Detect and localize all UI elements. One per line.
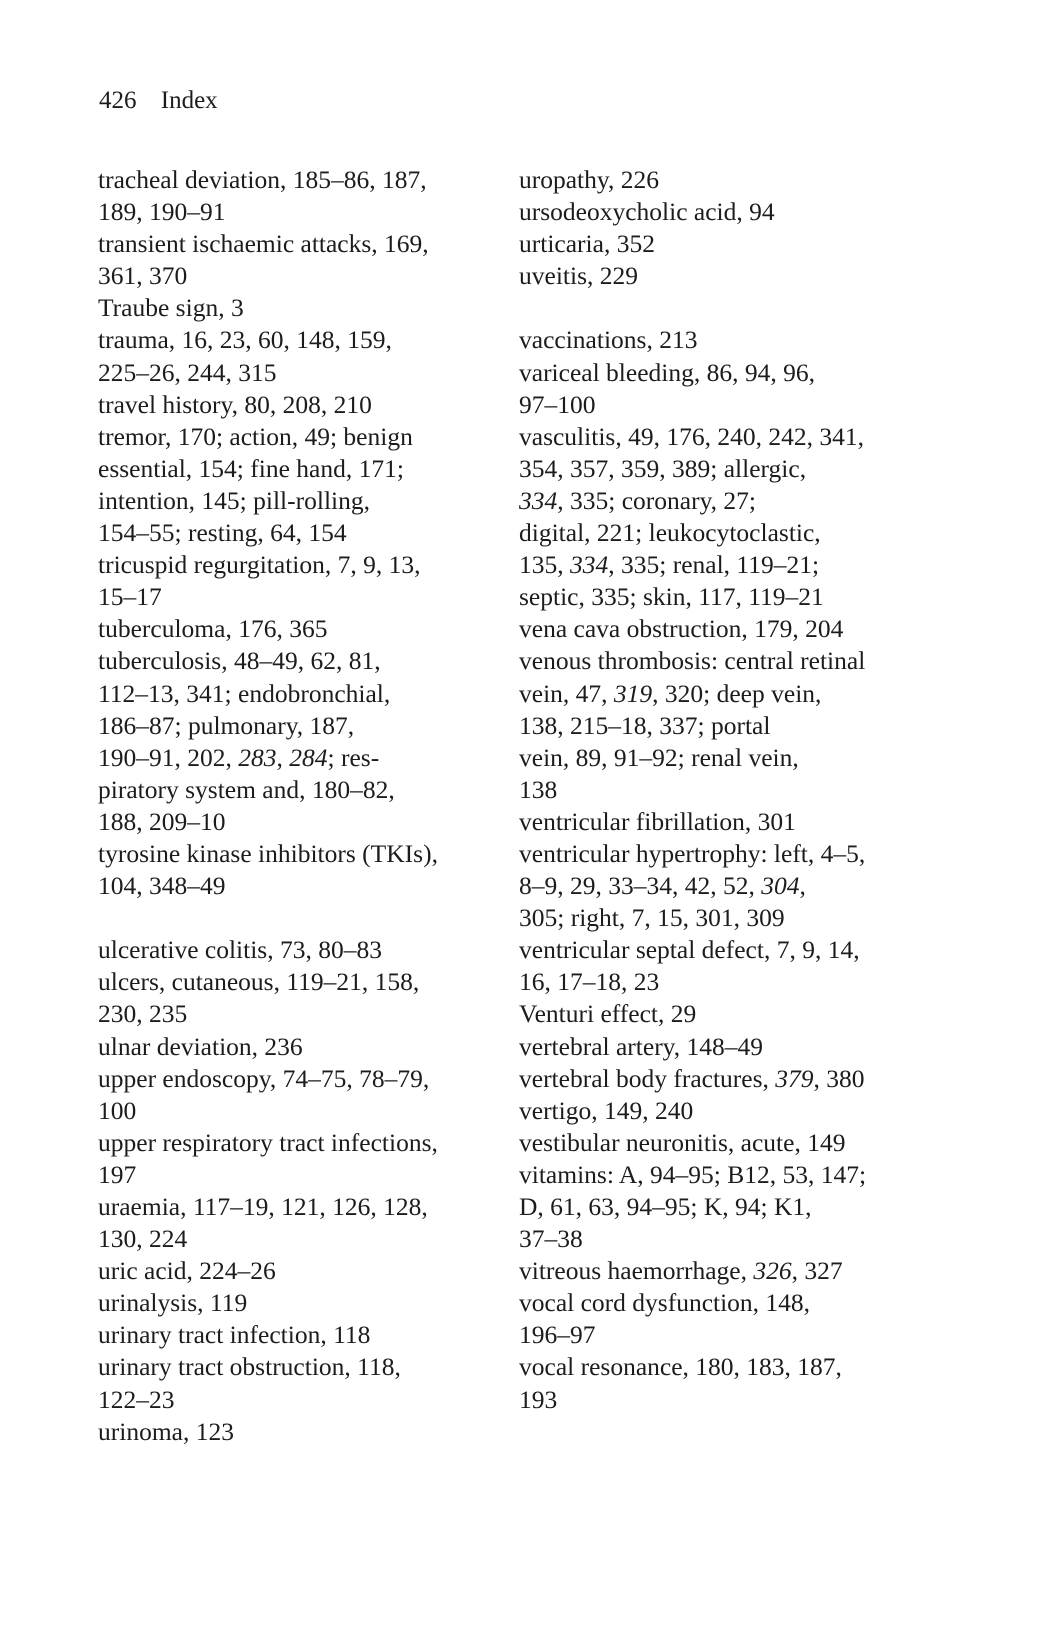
index-entry <box>98 1416 528 1448</box>
index-entry-continuation: D, 61, 63, 94–95; K, 94; K1, <box>519 1192 812 1221</box>
index-entry-continuation: 193 <box>519 1384 558 1414</box>
index-entry-continuation: 197 <box>98 1159 137 1189</box>
index-column-left <box>98 164 528 1448</box>
index-entry <box>98 838 528 902</box>
index-entry <box>98 549 528 613</box>
index-entry <box>519 1287 979 1351</box>
index-entry <box>98 1191 528 1255</box>
index-entry-heading: transient ischaemic attacks, 169, <box>98 229 429 259</box>
index-entry <box>519 228 979 260</box>
index-entry-heading: tremor, 170; action, 49; benign <box>98 421 413 451</box>
index-entry <box>519 1095 979 1127</box>
letter-section-gap <box>98 902 528 934</box>
index-entry-heading: uropathy, 226 <box>519 165 659 194</box>
index-entry-heading: ventricular fibrillation, 301 <box>519 806 796 836</box>
index-entry-continuation: 130, 224 <box>98 1224 188 1254</box>
index-entry-continuation: 196–97 <box>519 1320 596 1350</box>
index-entry-heading: ulnar deviation, 236 <box>98 1031 303 1061</box>
index-entry <box>519 1255 979 1287</box>
index-entry-continuation: 135, 334, 335; renal, 119–21; <box>519 550 820 580</box>
index-entry-heading: travel history, 80, 208, 210 <box>98 389 372 419</box>
index-entry-heading: Venturi effect, 29 <box>519 999 697 1029</box>
italic-page-reference: 304 <box>761 871 800 901</box>
index-entry-heading: tuberculoma, 176, 365 <box>98 614 328 644</box>
index-entry <box>519 1351 979 1415</box>
index-entry <box>98 421 528 549</box>
page-number: 426 <box>99 87 137 114</box>
italic-page-reference: 319 <box>613 678 653 708</box>
letter-section-gap <box>519 292 979 324</box>
index-entry <box>519 1063 979 1095</box>
index-entry-heading: variceal bleeding, 86, 94, 96, <box>519 357 815 387</box>
index-entry-continuation: digital, 221; leukocytoclastic, <box>519 518 821 548</box>
index-entry <box>519 1159 979 1255</box>
index-entry-heading: tricuspid regurgitation, 7, 9, 13, <box>98 550 421 580</box>
page-header <box>99 84 218 118</box>
index-entry <box>519 934 979 998</box>
index-entry-heading: upper endoscopy, 74–75, 78–79, <box>98 1063 430 1093</box>
running-title: Index <box>160 87 218 114</box>
index-entry-continuation: 361, 370 <box>98 261 188 291</box>
index-entry-heading: tracheal deviation, 185–86, 187, <box>98 165 427 194</box>
index-entry-heading: vocal resonance, 180, 183, 187, <box>519 1352 842 1382</box>
index-entry <box>98 1351 528 1415</box>
index-entry <box>98 1319 528 1351</box>
index-entry-heading: uric acid, 224–26 <box>98 1256 276 1286</box>
italic-page-reference: 326 <box>753 1256 792 1286</box>
index-entry-continuation: 104, 348–49 <box>98 871 226 901</box>
index-entry <box>98 324 528 388</box>
index-entry-heading: tuberculosis, 48–49, 62, 81, <box>98 646 381 676</box>
index-entry-heading: vena cava obstruction, 179, 204 <box>519 614 844 644</box>
index-entry-continuation: 122–23 <box>98 1384 175 1414</box>
index-entry-heading: urticaria, 352 <box>519 229 655 259</box>
index-entry-continuation: 305; right, 7, 15, 301, 309 <box>519 903 785 933</box>
index-entry-heading: Traube sign, 3 <box>98 293 244 323</box>
index-entry <box>98 1063 528 1127</box>
index-entry-continuation: 15–17 <box>98 582 162 612</box>
index-entry <box>519 838 979 934</box>
index-entry-continuation: 188, 209–10 <box>98 806 226 836</box>
index-entry <box>98 292 528 324</box>
index-entry-heading: vertebral body fractures, 379, 380 <box>519 1063 865 1093</box>
index-entry <box>519 164 979 196</box>
index-entry-continuation: 186–87; pulmonary, 187, <box>98 710 355 740</box>
index-entry-continuation: 97–100 <box>519 389 596 419</box>
index-entry-continuation: piratory system and, 180–82, <box>98 774 395 804</box>
index-entry-heading: vertebral artery, 148–49 <box>519 1031 764 1061</box>
index-entry <box>98 1255 528 1287</box>
index-entry <box>519 324 979 356</box>
index-entry-continuation: 154–55; resting, 64, 154 <box>98 518 347 548</box>
italic-page-reference: 284 <box>289 742 328 772</box>
index-column-right <box>519 164 979 1416</box>
index-entry <box>98 389 528 421</box>
index-entry-heading: vitamins: A, 94–95; B12, 53, 147; <box>519 1159 867 1189</box>
index-entry <box>98 645 528 838</box>
index-entry-heading: ventricular hypertrophy: left, 4–5, <box>519 838 866 868</box>
italic-page-reference: 379 <box>775 1063 814 1093</box>
index-entry-continuation: intention, 145; pill-rolling, <box>98 485 370 515</box>
index-entry <box>98 164 528 228</box>
index-entry-continuation: essential, 154; fine hand, 171; <box>98 453 404 483</box>
italic-page-reference: 334 <box>570 550 609 580</box>
index-entry <box>519 806 979 838</box>
index-entry-continuation: 138, 215–18, 337; portal <box>519 710 771 740</box>
index-entry-continuation: 100 <box>98 1095 137 1125</box>
index-entry-heading: upper respiratory tract infections, <box>98 1127 438 1157</box>
index-entry <box>98 934 528 966</box>
index-entry-continuation: 190–91, 202, 283, 284; res- <box>98 742 380 772</box>
index-entry <box>519 1127 979 1159</box>
index-entry-heading: urinoma, 123 <box>98 1416 234 1446</box>
index-entry <box>519 357 979 421</box>
index-entry-heading: ursodeoxycholic acid, 94 <box>519 197 775 227</box>
index-entry-continuation: 334, 335; coronary, 27; <box>519 485 757 515</box>
index-entry <box>98 228 528 292</box>
index-entry <box>519 196 979 228</box>
index-entry <box>519 645 979 805</box>
index-entry <box>98 1031 528 1063</box>
index-entry <box>519 1031 979 1063</box>
index-entry-continuation: 354, 357, 359, 389; allergic, <box>519 453 807 483</box>
index-entry-heading: ulcers, cutaneous, 119–21, 158, <box>98 967 420 997</box>
index-entry-heading: vaccinations, 213 <box>519 325 698 355</box>
index-entry-heading: venous thrombosis: central retinal <box>519 646 866 676</box>
index-entry-continuation: 189, 190–91 <box>98 197 226 227</box>
italic-page-reference: 334 <box>519 485 558 515</box>
index-entry-heading: vertigo, 149, 240 <box>519 1095 694 1125</box>
index-entry-heading: trauma, 16, 23, 60, 148, 159, <box>98 325 392 355</box>
index-entry-heading: vestibular neuronitis, acute, 149 <box>519 1127 846 1157</box>
index-entry-heading: uveitis, 229 <box>519 261 638 291</box>
index-entry-continuation: septic, 335; skin, 117, 119–21 <box>519 582 824 612</box>
index-entry-heading: vitreous haemorrhage, 326, 327 <box>519 1256 843 1286</box>
index-entry-continuation: 138 <box>519 774 558 804</box>
index-entry <box>519 613 979 645</box>
index-entry <box>519 998 979 1030</box>
index-entry-heading: urinary tract infection, 118 <box>98 1320 371 1350</box>
index-entry-heading: urinary tract obstruction, 118, <box>98 1352 401 1382</box>
index-entry-heading: tyrosine kinase inhibitors (TKIs), <box>98 838 438 868</box>
index-entry <box>519 421 979 614</box>
index-entry <box>519 260 979 292</box>
italic-page-reference: 283 <box>238 742 277 772</box>
index-entry-heading: uraemia, 117–19, 121, 126, 128, <box>98 1192 428 1221</box>
index-entry-continuation: 112–13, 341; endobronchial, <box>98 678 391 708</box>
index-entry <box>98 1287 528 1319</box>
index-entry-heading: vasculitis, 49, 176, 240, 242, 341, <box>519 421 864 451</box>
index-entry-heading: vocal cord dysfunction, 148, <box>519 1288 811 1318</box>
index-entry-continuation: vein, 89, 91–92; renal vein, <box>519 742 799 772</box>
index-entry-continuation: 230, 235 <box>98 999 188 1029</box>
index-entry-continuation: 225–26, 244, 315 <box>98 357 277 387</box>
index-entry <box>98 613 528 645</box>
index-entry-continuation: 37–38 <box>519 1224 583 1254</box>
index-entry-heading: ventricular septal defect, 7, 9, 14, <box>519 935 860 965</box>
index-entry <box>98 966 528 1030</box>
index-entry-continuation: vein, 47, 319, 320; deep vein, <box>519 678 822 708</box>
index-entry-heading: ulcerative colitis, 73, 80–83 <box>98 935 382 965</box>
index-entry-continuation: 8–9, 29, 33–34, 42, 52, 304, <box>519 871 806 901</box>
index-entry-heading: urinalysis, 119 <box>98 1288 248 1318</box>
index-entry-continuation: 16, 17–18, 23 <box>519 967 660 997</box>
index-entry <box>98 1127 528 1191</box>
